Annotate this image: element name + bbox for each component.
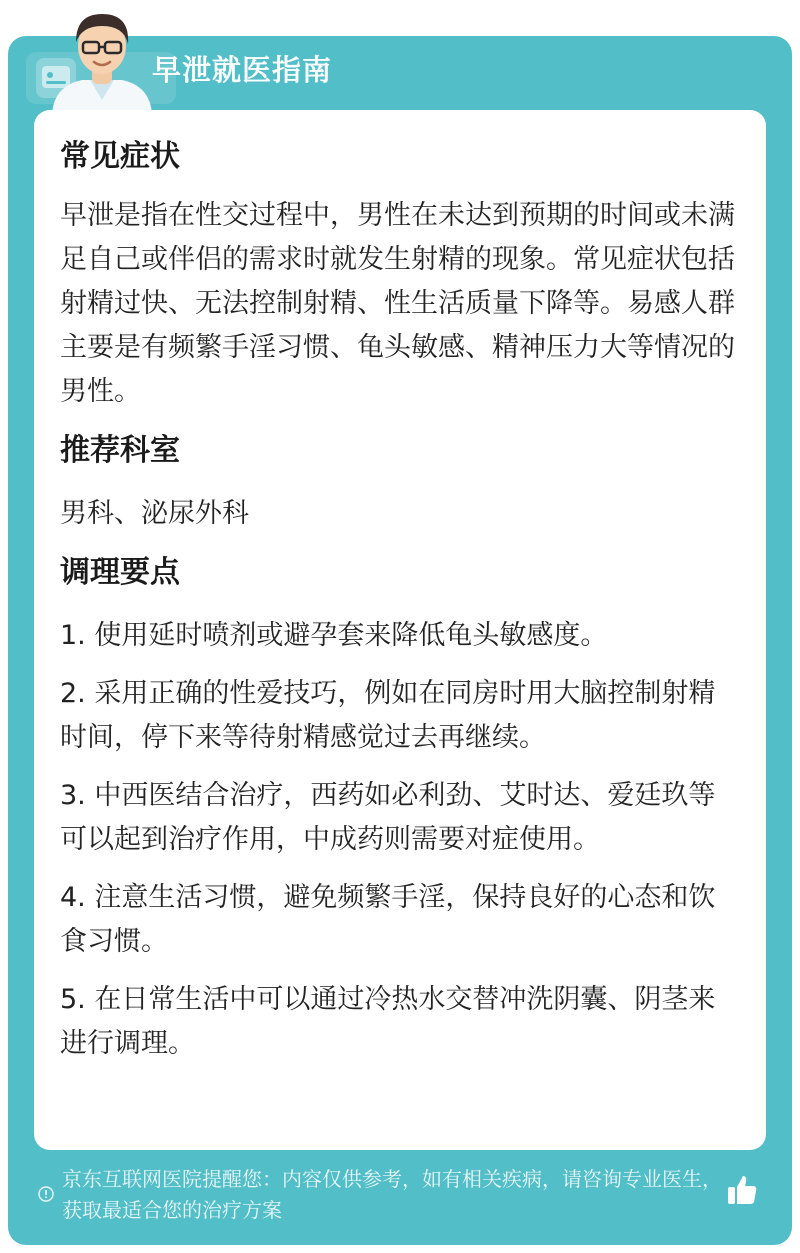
symptoms-heading: 常见症状 bbox=[60, 139, 180, 174]
department-heading: 推荐科室 bbox=[60, 433, 180, 468]
page-title: 早泄就医指南 bbox=[152, 53, 333, 87]
thumbs-up-icon[interactable] bbox=[724, 1172, 760, 1208]
content-card bbox=[34, 110, 766, 1150]
disclaimer-text: 京东互联网医院提醒您：内容仅供参考，如有相关疾病，请咨询专业医生，获取最适合您的治疗方案 bbox=[62, 1167, 722, 1222]
care-item: 5. 在日常生活中可以通过冷热水交替冲洗阴囊、阴茎来进行调理。 bbox=[60, 984, 716, 1059]
care-item: 3. 中西医结合治疗，西药如必利劲、艾时达、爱廷玖等可以起到治疗作用，中成药则需要对症使用。 bbox=[60, 780, 716, 855]
care-item: 1. 使用延时喷剂或避孕套来降低龟头敏感度。 bbox=[60, 620, 608, 651]
department-text: 男科、泌尿外科 bbox=[60, 498, 249, 529]
info-icon bbox=[38, 1186, 54, 1202]
care-item: 2. 采用正确的性爱技巧，例如在同房时用大脑控制射精时间，停下来等待射精感觉过去再继续。 bbox=[60, 678, 716, 753]
care-item: 4. 注意生活习惯，避免频繁手淫，保持良好的心态和饮食习惯。 bbox=[60, 882, 716, 957]
doctor-avatar-icon bbox=[42, 4, 162, 114]
content-body bbox=[60, 134, 740, 1080]
symptoms-text: 早泄是指在性交过程中，男性在未达到预期的时间或未满足自己或伴侣的需求时就发生射精的现象。常见症状包括射精过快、无法控制射精、性生活质量下降等。易感人群主要是有频繁手淫习惯、龟头敏感、精神压力大等情况的男性。 bbox=[60, 200, 735, 407]
care-heading: 调理要点 bbox=[60, 555, 180, 590]
